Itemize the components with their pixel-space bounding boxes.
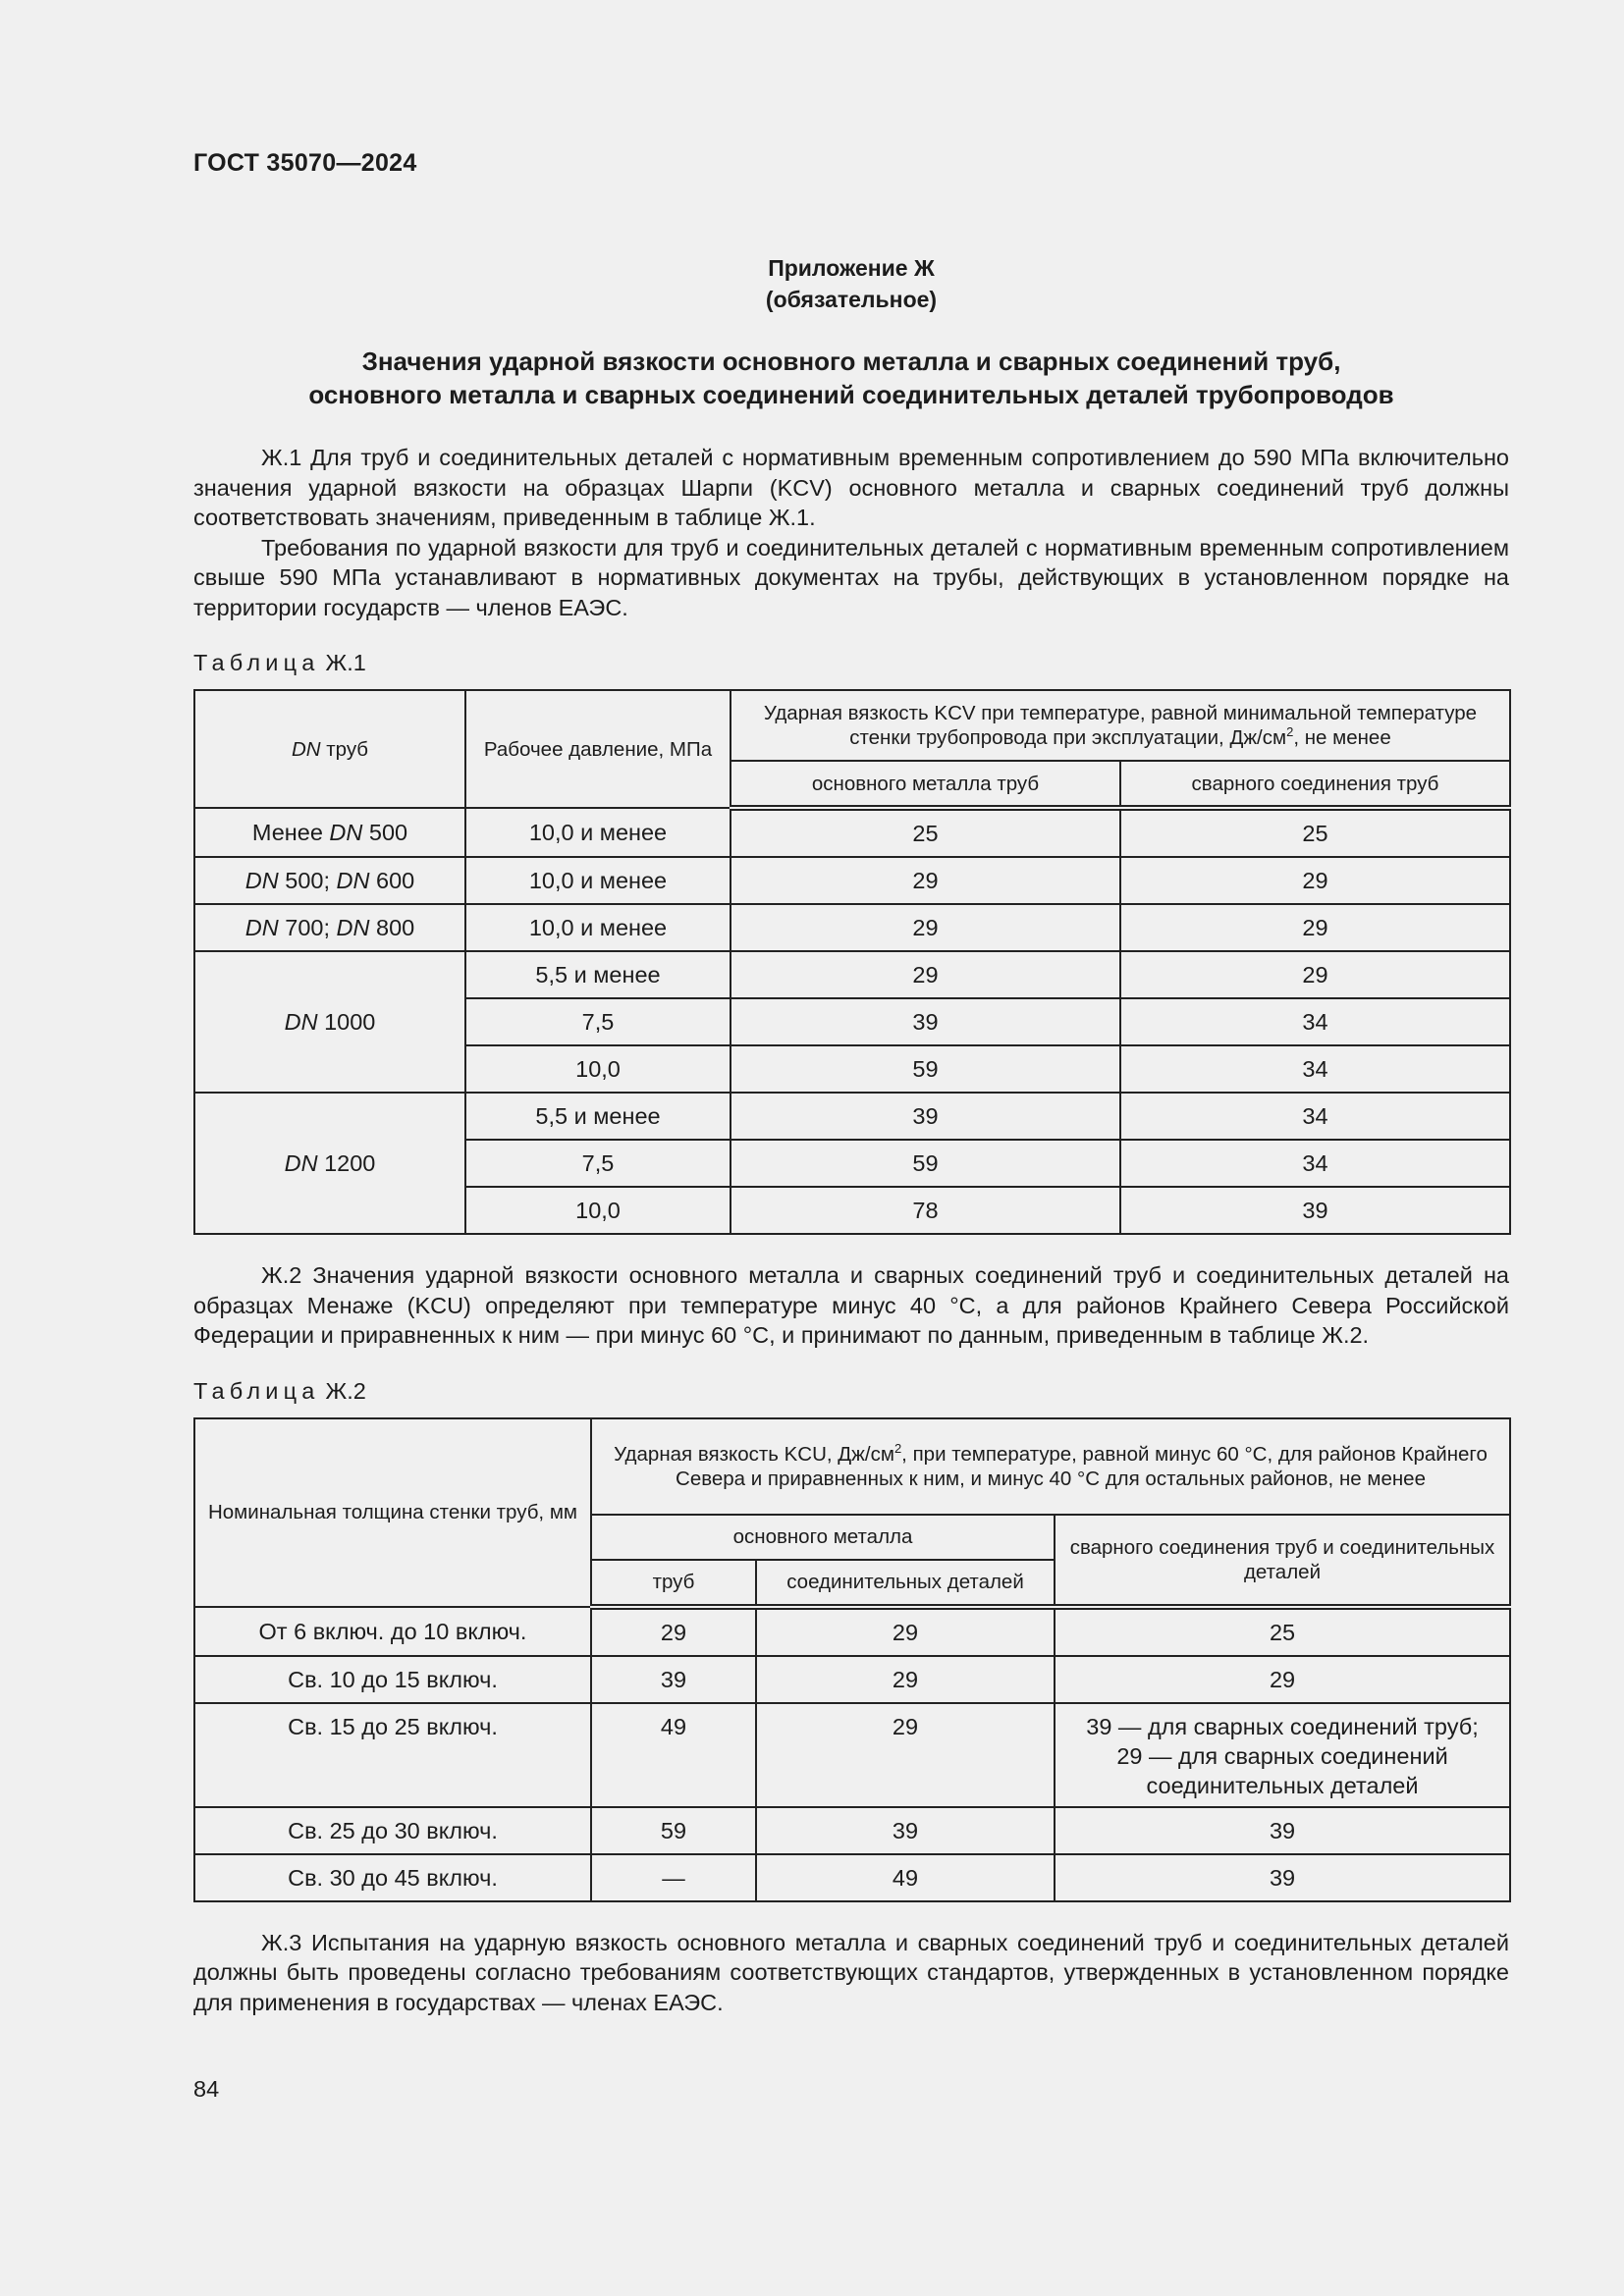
page-number: 84 [193,2076,220,2102]
table2-caption-label: Таблица [193,1377,320,1404]
table2-header-kcu: Ударная вязкость KCU, $Дж/см^2$, при температуре, равной минус 60 °C, для районов Крайнего Севера и приравненных к ним, и минус 40 °C для остальных районов, не менее [591,1418,1510,1515]
table1-base-cell: 78 [731,1187,1120,1234]
table1-pressure-cell: 10,0 [465,1045,731,1093]
table2-header-thickness: Номинальная толщина стенки труб, мм [194,1418,591,1607]
table2-header-weld: сварного соединения труб и соединительных деталей [1055,1515,1510,1607]
table2-thickness-cell: Св. 10 до 15 включ. [194,1656,591,1703]
table1-weld-cell: 39 [1120,1187,1510,1234]
table1-base-cell: 25 [731,808,1120,857]
table2-header-row-1 [194,1418,1510,1515]
paragraph-zh1: Ж.1 Для труб и соединительных деталей с нормативным временным сопротивлением до 590 МПа включительно значения ударной вязкости на образцах Шарпи (KCV) основного металла и сварных соединений труб должны соответствовать значениям, приведенным в таблице Ж.1. [193,445,1509,530]
document-header: ГОСТ 35070—2024 [193,149,417,177]
paragraph-requirements: Требования по ударной вязкости для труб и соединительных деталей с нормативным временным сопротивлением свыше 590 МПа устанавливают в нормативных документах на трубы, действующих в установленном порядке на территории государств — членов ЕАЭС. [193,534,1509,620]
table2-fittings-cell: 49 [756,1854,1055,1901]
table-row [194,951,1510,998]
table-row [194,1703,1510,1807]
impact-strength-table-zh1 [193,689,1511,1235]
table1-dn-cell: Менее DN 500 [194,808,465,857]
table1-base-cell: 39 [731,998,1120,1045]
table1-base-cell: 59 [731,1140,1120,1187]
table1-caption-label: Таблица [193,650,320,675]
table-row [194,1656,1510,1703]
table2-header-pipes: труб [591,1560,756,1607]
table1-dn-cell: DN 1200 [194,1093,465,1234]
table1-weld-cell: 34 [1120,1045,1510,1093]
table2-fittings-cell: 29 [756,1703,1055,1807]
table1-base-cell: 29 [731,951,1120,998]
table1-caption-number: Ж.1 [325,650,366,675]
table-row [194,904,1510,951]
table1-base-cell: 29 [731,904,1120,951]
table2-weld-cell: 39 — для сварных соединений труб; 29 — для сварных соединений соединительных деталей [1055,1703,1510,1807]
table2-caption-number: Ж.2 [325,1377,366,1404]
table1-weld-cell: 29 [1120,904,1510,951]
table1-weld-cell: 34 [1120,998,1510,1045]
table1-pressure-cell: 10,0 и менее [465,904,731,951]
table2-header-base-metal: основного металла [591,1515,1055,1560]
table1-header-weld: сварного соединения труб [1120,761,1510,808]
table2-caption [193,1376,1509,1406]
table2-weld-cell: 39 [1055,1807,1510,1854]
table-row [194,1093,1510,1140]
table1-pressure-cell: 5,5 и менее [465,1093,731,1140]
table2-pipes-cell: — [591,1854,756,1901]
table1-pressure-cell: 7,5 [465,998,731,1045]
table1-base-cell: 59 [731,1045,1120,1093]
table-row [194,808,1510,857]
table2-weld-cell: 39 [1055,1854,1510,1901]
table1-dn-cell: DN 500; DN 600 [194,857,465,904]
table1-pressure-cell: 5,5 и менее [465,951,731,998]
table1-weld-cell: 34 [1120,1140,1510,1187]
table2-pipes-cell: 49 [591,1703,756,1807]
appendix-heading [193,252,1509,315]
table1-base-cell: 29 [731,857,1120,904]
section-title-line-2: основного металла и сварных соединений соединительных деталей трубопроводов [308,380,1394,409]
table2-pipes-cell: 39 [591,1656,756,1703]
appendix-title: Приложение Ж [768,255,935,281]
table1-pressure-cell: 7,5 [465,1140,731,1187]
table1-pressure-cell: 10,0 и менее [465,857,731,904]
table2-fittings-cell: 29 [756,1607,1055,1656]
table2-weld-cell: 29 [1055,1656,1510,1703]
table2-weld-cell: 25 [1055,1607,1510,1656]
table1-weld-cell: 29 [1120,951,1510,998]
table1-header-pressure: Рабочее давление, МПа [465,690,731,808]
table-row [194,1607,1510,1656]
table2-header-fittings: соединительных деталей [756,1560,1055,1607]
table1-caption [193,648,1509,677]
paragraph-zh3: Ж.3 Испытания на ударную вязкость основного металла и сварных соединений труб и соединительных деталей должны быть проведены согласно требованиям соответствующих стандартов, утвержденных в установленном порядке для применения в государствах — членах ЕАЭС. [193,1929,1509,2015]
table2-thickness-cell: Св. 30 до 45 включ. [194,1854,591,1901]
appendix-status: (обязательное) [765,287,938,312]
document-page [193,137,1509,2103]
table1-weld-cell: 29 [1120,857,1510,904]
table-row [194,857,1510,904]
table2-thickness-cell: Св. 15 до 25 включ. [194,1703,591,1807]
table1-dn-cell: DN 700; DN 800 [194,904,465,951]
table1-pressure-cell: 10,0 и менее [465,808,731,857]
table1-weld-cell: 34 [1120,1093,1510,1140]
table1-header-row-1 [194,690,1510,761]
paragraph-zh2: Ж.2 Значения ударной вязкости основного металла и сварных соединений труб и соединительных деталей на образцах Менаже (KCU) определяют при температуре минус 40 °C, а для районов Крайнего Севера Российской Федерации и приравненных к ним — при минус 60 °C, и принимают по данным, приведенным в таблице Ж.2. [193,1262,1509,1348]
table2-thickness-cell: От 6 включ. до 10 включ. [194,1607,591,1656]
table1-dn-cell: DN 1000 [194,951,465,1093]
table2-pipes-cell: 59 [591,1807,756,1854]
table1-base-cell: 39 [731,1093,1120,1140]
table1-header-dn: DN труб [194,690,465,808]
table-row [194,1854,1510,1901]
table1-pressure-cell: 10,0 [465,1187,731,1234]
impact-strength-table-zh2 [193,1417,1511,1902]
table1-header-base-metal: основного металла труб [731,761,1120,808]
section-title [193,345,1509,411]
table2-fittings-cell: 29 [756,1656,1055,1703]
table2-fittings-cell: 39 [756,1807,1055,1854]
table1-header-kcv: Ударная вязкость KCV при температуре, равной минимальной температуре стенки трубопровода при эксплуатации, $Дж/см^2$, не менее [731,690,1510,761]
table2-pipes-cell: 29 [591,1607,756,1656]
table2-thickness-cell: Св. 25 до 30 включ. [194,1807,591,1854]
table1-weld-cell: 25 [1120,808,1510,857]
section-title-line-1: Значения ударной вязкости основного металла и сварных соединений труб, [361,347,1341,376]
table-row [194,1807,1510,1854]
